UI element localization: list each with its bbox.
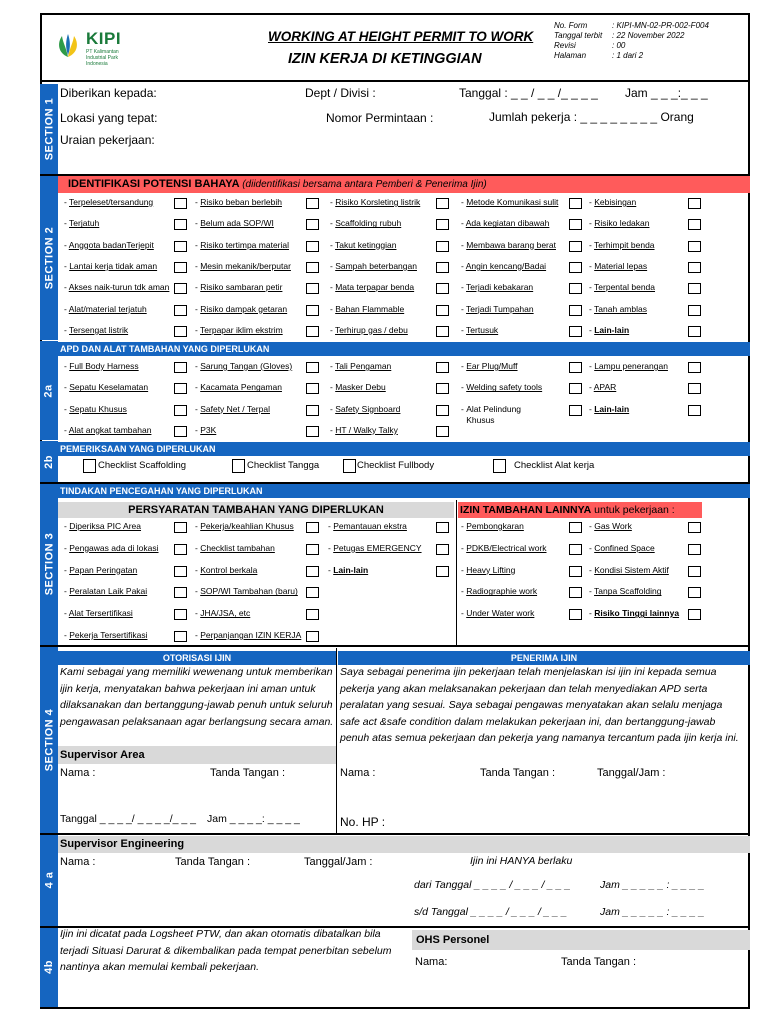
checkbox[interactable]	[306, 198, 319, 209]
valid-only-label: Ijin ini HANYA berlaku	[470, 855, 573, 867]
checklist-item-label: - Under Water work	[461, 608, 535, 619]
checklist-item-label: - Sampah beterbangan	[330, 260, 417, 271]
checkbox[interactable]	[569, 198, 582, 209]
supervisor-engineering-title: Supervisor Engineering	[58, 836, 750, 853]
title-english: WORKING AT HEIGHT PERMIT TO WORK	[268, 29, 534, 44]
checklist-item-label: - Kondisi Sistem Aktif	[589, 564, 669, 575]
checkbox[interactable]	[436, 262, 449, 273]
checklist-item-label: - Risiko ledakan	[589, 218, 650, 229]
divider	[336, 648, 337, 833]
ohs-personnel-title: OHS Personel	[412, 930, 750, 950]
meta-row: Revisi : 00	[554, 41, 626, 50]
checklist-item-label: - Gas Work	[589, 521, 632, 531]
checklist-item-label: - Full Body Harness	[64, 361, 139, 371]
checklist-item-label: - Pembongkaran	[461, 521, 524, 531]
authorization-banner: OTORISASI IJIN	[58, 651, 336, 665]
checkbox[interactable]	[688, 362, 701, 373]
checklist-item-label: - Welding safety tools	[461, 382, 543, 393]
checklist-item-label: - Membawa barang berat	[461, 239, 556, 250]
checklist-item-label: - Metode Komunikasi sulit	[461, 197, 559, 207]
hazard-banner: IDENTIFIKASI POTENSI BAHAYA (diidentifikasi bersama antara Pemberi & Penerima Ijin)	[58, 176, 750, 193]
divider	[456, 500, 457, 645]
checkbox[interactable]	[306, 426, 319, 437]
receiver-banner: PENERIMA IJIN	[338, 651, 750, 665]
title-indonesian: IZIN KERJA DI KETINGGIAN	[288, 51, 482, 67]
checklist-item-label: - Lain-lain	[589, 324, 630, 335]
checkbox[interactable]	[569, 305, 582, 316]
checklist-scaffolding-label: Checklist Scaffolding	[98, 460, 187, 471]
checklist-item-label: - Risiko dampak getaran	[195, 303, 288, 314]
checkbox[interactable]	[493, 459, 506, 473]
checklist-item-label: - PDKB/Electrical work	[461, 542, 547, 553]
checklist-item-label: - Alat/material terjatuh	[64, 303, 147, 314]
checkbox[interactable]	[306, 544, 319, 555]
checklist-item-label: - Alat angkat tambahan	[64, 424, 152, 435]
eng-signature-field[interactable]: Tanda Tangan :	[175, 856, 251, 868]
checkbox[interactable]	[569, 219, 582, 230]
checklist-item-label: - SOP/WI Tambahan (baru)	[195, 586, 298, 597]
checkbox[interactable]	[688, 305, 701, 316]
company-logo	[54, 27, 134, 71]
checklist-item-label: - P3K	[195, 424, 217, 435]
section-4b-label: 4b	[40, 927, 58, 1007]
checklist-item-label: - Checklist tambahan	[195, 542, 275, 553]
supervisor-time-field[interactable]: Jam _ _ _ _: _ _ _ _	[207, 813, 300, 825]
checkbox[interactable]	[688, 383, 701, 394]
additional-requirements-title: PERSYARATAN TAMBAHAN YANG DIPERLUKAN	[58, 502, 454, 518]
supervisor-area-title: Supervisor Area	[58, 746, 336, 764]
checklist-item-label: - Peralatan Laik Pakai	[64, 586, 148, 597]
checkbox[interactable]	[306, 219, 319, 230]
checkbox[interactable]	[174, 362, 187, 373]
checklist-item-label: - Material lepas	[589, 260, 648, 271]
checkbox[interactable]	[436, 405, 449, 416]
checklist-item-label: - Risiko tertimpa material	[195, 239, 290, 250]
checklist-item-label: - Tertusuk	[461, 324, 499, 335]
valid-from-date-field[interactable]: dari Tanggal _ _ _ _ / _ _ _ / _ _ _	[414, 879, 571, 891]
checkbox[interactable]	[569, 383, 582, 394]
checkbox[interactable]	[569, 405, 582, 416]
checklist-item-label: - Tersengat listrik	[64, 324, 129, 335]
section-4a-label: 4 a	[40, 834, 58, 926]
checkbox[interactable]	[436, 544, 449, 555]
receiver-datetime-field[interactable]: Tanggal/Jam :	[597, 767, 666, 779]
checklist-item-label: - Terjadi kebakaran	[461, 282, 534, 293]
checkbox[interactable]	[688, 326, 701, 337]
checkbox[interactable]	[688, 219, 701, 230]
checkbox[interactable]	[569, 587, 582, 598]
checklist-item-label: - Kacamata Pengaman	[195, 382, 282, 393]
checkbox[interactable]	[688, 283, 701, 294]
checklist-item-label: - Perpanjangan IZIN KERJA	[195, 630, 302, 640]
checkbox[interactable]	[306, 566, 319, 577]
valid-until-date-field[interactable]: s/d Tanggal _ _ _ _ / _ _ _ / _ _ _	[414, 906, 568, 918]
checkbox[interactable]	[688, 566, 701, 577]
section-2-label: SECTION 2	[40, 175, 58, 340]
checklist-item-label: - Diperiksa PIC Area	[64, 521, 142, 531]
given-to-label: Diberikan kepada:	[60, 86, 157, 100]
checklist-item-label: - Terpental benda	[589, 282, 656, 293]
checklist-item-label: - Lampu penerangan	[589, 361, 668, 371]
checklist-item-label: - Ear Plug/Muff	[461, 361, 518, 371]
checklist-item-label: - Terpapar iklim ekstrim	[195, 324, 283, 335]
location-label: Lokasi yang tepat:	[60, 111, 158, 125]
checkbox[interactable]	[569, 544, 582, 555]
receiver-signature-field[interactable]: Tanda Tangan :	[480, 767, 556, 779]
checklist-item-label: - Bahan Flammable	[330, 303, 405, 314]
receiver-name-field[interactable]: Nama :	[340, 767, 376, 779]
checkbox[interactable]	[306, 283, 319, 294]
logo-subtitle: PT Kalimantan Industrial Park Indonesia	[86, 49, 119, 67]
meta-row: Tanggal terbit : 22 November 2022	[554, 31, 685, 40]
checkbox[interactable]	[569, 262, 582, 273]
checklist-item-label: - Kebisingan	[589, 197, 637, 207]
supervisor-date-field[interactable]: Tanggal _ _ _ _/ _ _ _ _/_ _ _	[60, 813, 197, 825]
checkbox[interactable]	[174, 326, 187, 337]
ppe-banner: APD DAN ALAT TAMBAHAN YANG DIPERLUKAN	[58, 342, 750, 356]
logsheet-note: Ijin ini dicatat pada Logsheet PTW, dan akan otomatis dibatalkan bila terjadi Situasi Darurat & dikembalikan pada tempat penerbitan sebelum nantinya akan memulai kembali pekerjaan.	[60, 928, 392, 973]
form-meta	[554, 21, 709, 61]
dept-label: Dept / Divisi :	[305, 86, 376, 100]
checkbox[interactable]	[174, 566, 187, 577]
section-2a-label: 2a	[40, 341, 58, 440]
checkbox[interactable]	[343, 459, 356, 473]
phone-field[interactable]: No. HP :	[340, 815, 386, 829]
checkbox[interactable]	[436, 305, 449, 316]
checkbox[interactable]	[174, 631, 187, 642]
checkbox[interactable]	[436, 522, 449, 533]
checklist-item-label: - Takut ketinggian	[330, 239, 397, 250]
checkbox[interactable]	[232, 459, 245, 473]
receiver-text: Saya sebagai penerima ijin pekerjaan telah menjelaskan isi ijin ini kepada semua pekerja yang akan melaksanakan pekerjaan dan telah menyediakan APD serta peralatan yang sesuai. Saya sebagai pengawas menyatakan akan selalu menjaga safe act &safe condition dalam melakukan pekerjaan ini, dan bertanggung-jawab penuh atas semua pekerjaan dan pekerja yang namanya tercantum pada ijin kerja ini.	[340, 666, 739, 744]
signature-field[interactable]: Tanda Tangan :	[210, 767, 286, 779]
checklist-fullbody-label: Checklist Fullbody	[357, 460, 435, 471]
checklist-item-label: - Terhirup gas / debu	[330, 324, 408, 335]
checklist-item-label: - Pekerja Tersertifikasi	[64, 630, 148, 640]
checklist-item-label: - Petugas EMERGENCY	[328, 542, 422, 553]
checklist-item-label: - Papan Peringatan	[64, 564, 138, 575]
checklist-item-label: - Scaffolding rubuh	[330, 218, 402, 229]
checklist-item-label: - Tanpa Scaffolding	[589, 586, 662, 597]
checklist-item-label: - Kontrol berkala	[195, 564, 258, 575]
divider	[40, 833, 750, 835]
checklist-item-label: - Lantai kerja tidak aman	[64, 260, 158, 271]
checklist-item-label: - Heavy Lifting	[461, 564, 516, 575]
checklist-item-label: - Risiko Korsleting listrik	[330, 197, 421, 207]
checkbox[interactable]	[436, 362, 449, 373]
checkbox[interactable]	[306, 305, 319, 316]
checklist-item-label: - Risiko Tinggi lainnya	[589, 608, 680, 619]
checkbox[interactable]	[306, 522, 319, 533]
leaf-icon	[54, 31, 82, 59]
checklist-item-label: - Risiko beban berlebih	[195, 197, 282, 207]
checkbox[interactable]	[83, 459, 96, 473]
checklist-item-label: - Safety Net / Terpal	[195, 403, 270, 414]
logo-name: KIPI	[86, 29, 122, 48]
checkbox[interactable]	[174, 262, 187, 273]
request-number-label: Nomor Permintaan :	[326, 111, 434, 125]
checklist-item-label: - Pekerja/keahlian Khusus	[195, 521, 294, 531]
checklist-item-label: - HT / Walky Talky	[330, 424, 398, 435]
checkbox[interactable]	[436, 566, 449, 577]
inspection-banner: PEMERIKSAAN YANG DIPERLUKAN	[58, 442, 750, 456]
checkbox[interactable]	[569, 566, 582, 577]
checklist-item-label: - Risiko sambaran petir	[195, 282, 283, 293]
checkbox[interactable]	[306, 631, 319, 642]
eng-name-field[interactable]: Nama :	[60, 856, 96, 868]
meta-row: No. Form : KIPI-MN-02-PR-002-F004	[554, 21, 709, 30]
checklist-item-label: - Masker Debu	[330, 382, 386, 393]
checkbox[interactable]	[436, 326, 449, 337]
section-1-label: SECTION 1	[40, 84, 58, 174]
checklist-item-label: - Sepatu Keselamatan	[64, 382, 149, 393]
checkbox[interactable]	[436, 426, 449, 437]
checkbox[interactable]	[688, 262, 701, 273]
checkbox[interactable]	[174, 383, 187, 394]
checkbox[interactable]	[306, 241, 319, 252]
job-description-label: Uraian pekerjaan:	[60, 133, 155, 147]
checkbox[interactable]	[569, 362, 582, 373]
prevention-banner: TINDAKAN PENCEGAHAN YANG DIPERLUKAN	[58, 484, 750, 498]
checkbox[interactable]	[306, 587, 319, 598]
checkbox[interactable]	[306, 609, 319, 620]
checkbox[interactable]	[688, 522, 701, 533]
authorization-text: Kami sebagai yang memiliki wewenang untuk memberikan ijin kerja, menyatakan bahwa pekerjaan ini aman untuk dilaksanakan dan bertanggung-jawab penuh untuk seluruh pengawasan pelaksanaan agar berlangsung secara aman.	[60, 666, 334, 728]
checkbox[interactable]	[569, 241, 582, 252]
checkbox[interactable]	[569, 609, 582, 620]
checkbox[interactable]	[174, 405, 187, 416]
checkbox[interactable]	[569, 326, 582, 337]
checklist-item-label: - Pemantauan ekstra	[328, 521, 407, 531]
checkbox[interactable]	[174, 305, 187, 316]
valid-until-time-field[interactable]: Jam _ _ _ _ _ : _ _ _ _	[600, 906, 705, 918]
meta-row: Halaman : 1 dari 2	[554, 51, 644, 60]
eng-datetime-field[interactable]: Tanggal/Jam :	[304, 856, 373, 868]
checkbox[interactable]	[306, 262, 319, 273]
checkbox[interactable]	[174, 283, 187, 294]
checklist-item-label: - Angin kencang/Badai	[461, 260, 547, 271]
checkbox[interactable]	[436, 241, 449, 252]
ohs-signature-field[interactable]: Tanda Tangan :	[561, 956, 637, 968]
checkbox[interactable]	[174, 241, 187, 252]
checklist-item-label: - Tanah amblas	[589, 303, 647, 314]
checklist-item-label: - Confined Space	[589, 542, 655, 553]
name-field[interactable]: Nama :	[60, 767, 96, 779]
checklist-item-label: - Radiographie work	[461, 586, 538, 597]
worker-count-field[interactable]: Jumlah pekerja : _ _ _ _ _ _ _ _ Orang	[489, 110, 694, 124]
checkbox[interactable]	[688, 544, 701, 555]
checkbox[interactable]	[569, 283, 582, 294]
checkbox[interactable]	[569, 522, 582, 533]
checklist-item-label: - Terjadi Tumpahan	[461, 303, 534, 314]
checklist-item-label: - Terhimpit benda	[589, 239, 655, 250]
checklist-item-label: - Lain-lain	[589, 403, 630, 414]
checklist-item-label: - Alat Pelindung Khusus	[461, 403, 522, 425]
section-2b-label: 2b	[40, 441, 58, 482]
checkbox[interactable]	[174, 426, 187, 437]
checkbox[interactable]	[306, 362, 319, 373]
form-header	[40, 13, 750, 82]
checkbox[interactable]	[688, 609, 701, 620]
checkbox[interactable]	[436, 283, 449, 294]
checkbox[interactable]	[306, 405, 319, 416]
checkbox[interactable]	[306, 383, 319, 394]
checkbox[interactable]	[174, 522, 187, 533]
checklist-tools-label: Checklist Alat kerja	[514, 460, 595, 471]
checklist-item-label: - Akses naik-turun tdk aman	[64, 282, 170, 293]
section-4-label: SECTION 4	[40, 646, 58, 833]
checklist-item-label: - Lain-lain	[328, 564, 369, 575]
checkbox[interactable]	[436, 198, 449, 209]
checklist-item-label: - Anggota badanTerjepit	[64, 239, 154, 250]
checklist-item-label: - Safety Signboard	[330, 403, 401, 414]
valid-from-time-field[interactable]: Jam _ _ _ _ _ : _ _ _ _	[600, 879, 705, 891]
ohs-name-field[interactable]: Nama:	[415, 956, 448, 968]
checkbox[interactable]	[688, 587, 701, 598]
checklist-item-label: - Pengawas ada di lokasi	[64, 542, 159, 553]
checkbox[interactable]	[174, 219, 187, 230]
checklist-item-label: - Alat Tersertifikasi	[64, 608, 133, 619]
additional-permits-title: IZIN TAMBAHAN LAINNYA untuk pekerjaan :	[458, 502, 702, 518]
divider	[40, 645, 750, 647]
checklist-item-label: - Belum ada SOP/WI	[195, 218, 274, 229]
section-3-label: SECTION 3	[40, 483, 58, 645]
checklist-item-label: - Ada kegiatan dibawah	[461, 218, 550, 229]
checkbox[interactable]	[174, 609, 187, 620]
checklist-item-label: - Sepatu Khusus	[64, 403, 127, 414]
checklist-item-label: - Tali Pengaman	[330, 361, 392, 371]
checklist-item-label: - Sarung Tangan (Gloves)	[195, 361, 293, 371]
checklist-item-label: - Terjatuh	[64, 218, 100, 229]
checklist-item-label: - Terpeleset/tersandung	[64, 197, 154, 207]
checkbox[interactable]	[688, 241, 701, 252]
checkbox[interactable]	[688, 198, 701, 209]
checklist-item-label: - Mata terpapar benda	[330, 282, 415, 293]
checklist-ladder-label: Checklist Tangga	[247, 460, 320, 471]
checkbox[interactable]	[174, 587, 187, 598]
checkbox[interactable]	[306, 326, 319, 337]
checkbox[interactable]	[436, 383, 449, 394]
date-field[interactable]: Tanggal : _ _ / _ _ /_ _ _ _	[459, 86, 598, 100]
checkbox[interactable]	[174, 544, 187, 555]
checklist-item-label: - JHA/JSA, etc	[195, 608, 251, 619]
checkbox[interactable]	[436, 219, 449, 230]
checklist-item-label: - APAR	[589, 382, 617, 393]
checkbox[interactable]	[688, 405, 701, 416]
time-field[interactable]: Jam _ _ _:_ _ _	[625, 86, 708, 100]
checkbox[interactable]	[174, 198, 187, 209]
checklist-item-label: - Mesin mekanik/berputar	[195, 260, 291, 271]
